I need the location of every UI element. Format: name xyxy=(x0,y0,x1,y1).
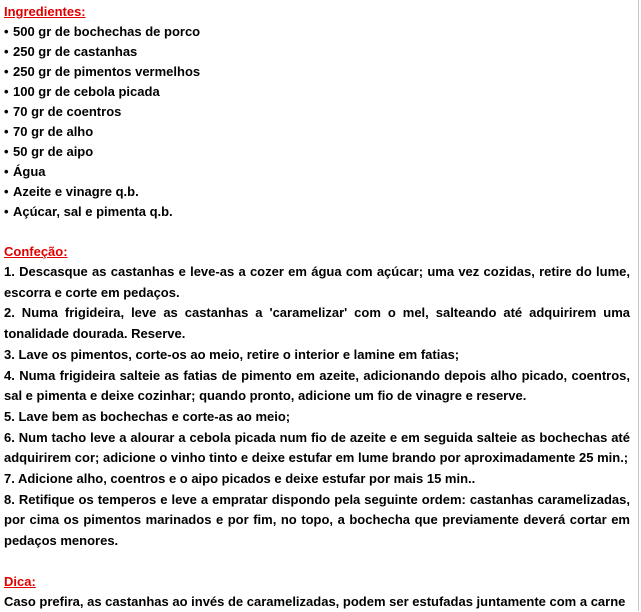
preparation-step: 7. Adicione alho, coentros e o aipo picados e deixe estufar por mais 15 min.. xyxy=(4,471,476,487)
bullet-icon: • xyxy=(4,184,9,199)
bullet-icon: • xyxy=(4,64,9,79)
list-item: • Azeite e vinagre q.b. xyxy=(4,182,630,202)
tip-text: Caso prefira, as castanhas ao invés de caramelizadas, podem ser estufadas juntamente com a carne xyxy=(4,593,626,609)
preparation-step: 4. Numa frigideira salteie as fatias de pimento em azeite, adicionando depois alho picado, coentros, sal e pimenta e deixe cozinhar; quando pronto, adicione um fio de vinagre e reserve. xyxy=(4,367,630,404)
bullet-icon: • xyxy=(4,24,9,39)
list-item: • Água xyxy=(4,162,630,182)
bullet-icon: • xyxy=(4,124,9,139)
list-item: • 250 gr de pimentos vermelhos xyxy=(4,62,630,82)
ingredients-heading: Ingredientes: xyxy=(4,4,86,19)
list-item: • 250 gr de castanhas xyxy=(4,42,630,62)
preparation-step: 2. Numa frigideira, leve as castanhas a 'caramelizar' com o mel, salteando até adquirirem uma tonalidade dourada. Reserve. xyxy=(4,305,630,342)
preparation-step: 8. Retifique os temperos e leve a empratar dispondo pela seguinte ordem: castanhas caramelizadas, por cima os pimentos marinados e por fim, no topo, a bochecha que previamente deverá cortar em pedaços menores. xyxy=(4,491,630,549)
list-item: • 100 gr de cebola picada xyxy=(4,82,630,102)
preparation-step: 3. Lave os pimentos, corte-os ao meio, retire o interior e lamine em fatias; xyxy=(4,346,460,362)
bullet-icon: • xyxy=(4,144,9,159)
bullet-icon: • xyxy=(4,44,9,59)
spacer xyxy=(4,552,630,572)
bullet-icon: • xyxy=(4,204,9,219)
preparation-step: 1. Descasque as castanhas e leve-as a cozer em água com açúcar; uma vez cozidas, retire do lume, escorra e corte em pedaços. xyxy=(4,264,630,300)
ingredients-list xyxy=(4,22,630,222)
tip-heading: Dica: xyxy=(4,573,36,589)
bullet-icon: • xyxy=(4,84,9,99)
list-item: • 50 gr de aipo xyxy=(4,142,630,162)
bullet-icon: • xyxy=(4,104,9,119)
list-item: • Açúcar, sal e pimenta q.b. xyxy=(4,202,630,222)
list-item: • 70 gr de alho xyxy=(4,122,630,142)
bullet-icon: • xyxy=(4,164,9,179)
spacer xyxy=(4,222,630,242)
preparation-step: 5. Lave bem as bochechas e corte-as ao meio; xyxy=(4,408,291,424)
preparation-heading: Confeção: xyxy=(4,244,68,259)
list-item: • 500 gr de bochechas de porco xyxy=(4,22,630,42)
list-item: • 70 gr de coentros xyxy=(4,102,630,122)
preparation-step: 6. Num tacho leve a alourar a cebola picada num fio de azeite e em seguida salteie as bochechas até adquirirem cor; adicione o vinho tinto e deixe estufar em lume brando por aproximadamente 25 min.; xyxy=(4,429,630,466)
